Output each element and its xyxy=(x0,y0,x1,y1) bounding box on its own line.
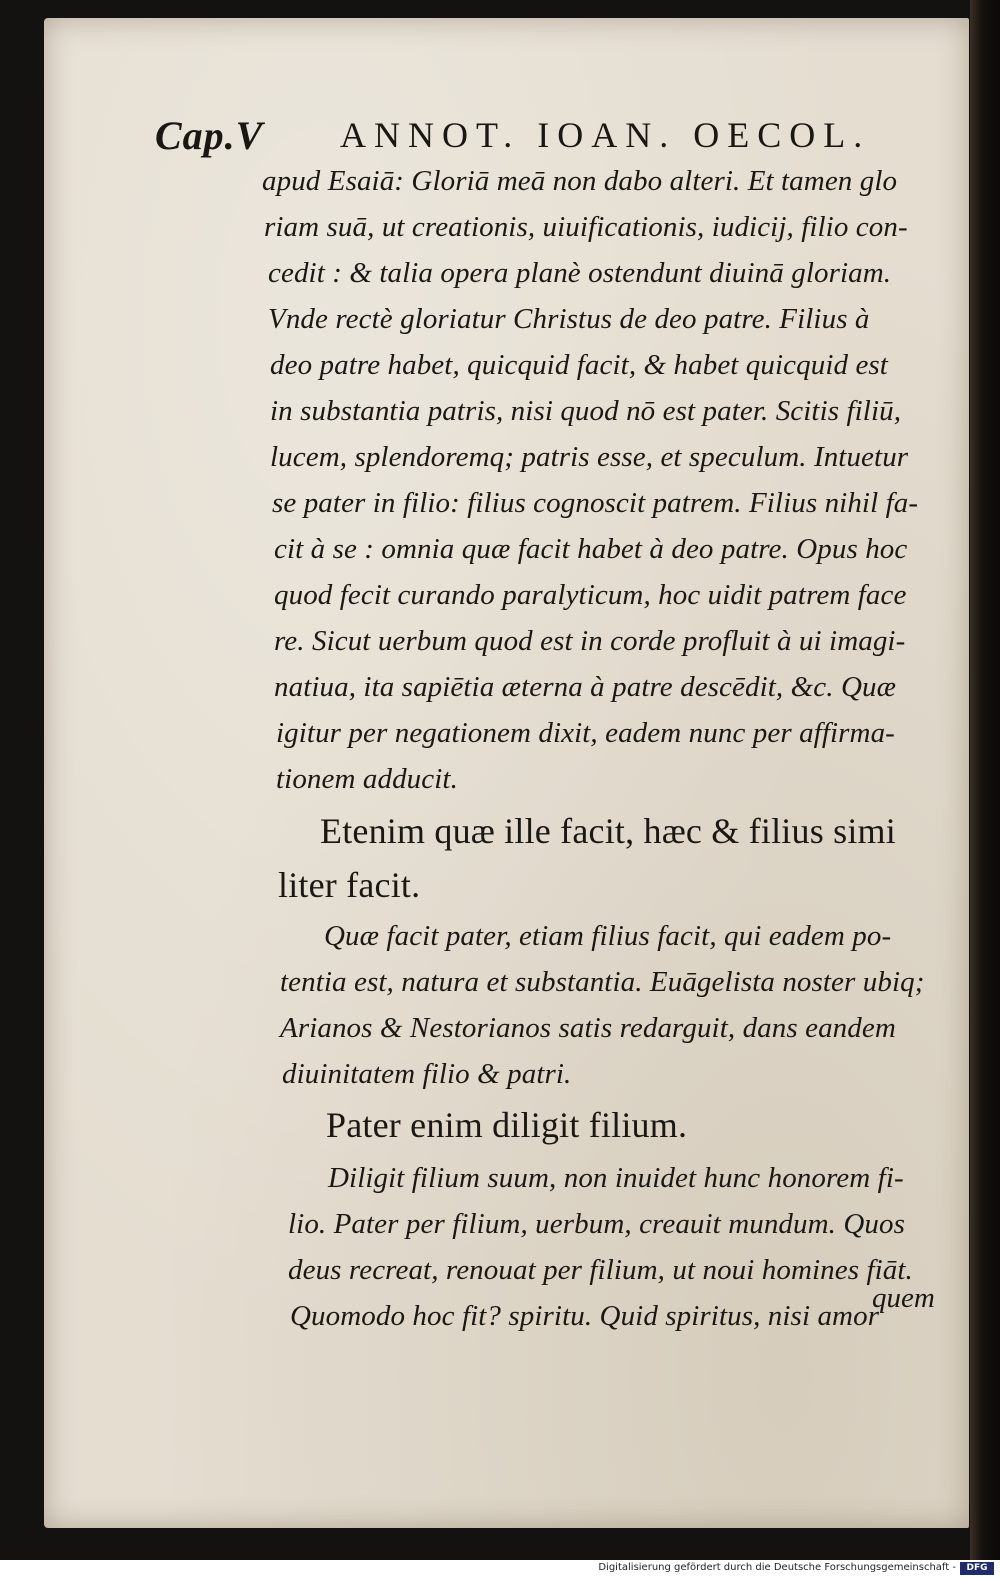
catchword: quem xyxy=(872,1282,935,1314)
scripture-lemma-line: liter facit. xyxy=(278,865,421,905)
scripture-lemma-line: Etenim quæ ille facit, hæc & filius simi xyxy=(320,811,896,851)
text-line: Vnde rectè gloriatur Christus de deo patre. Filius à xyxy=(268,303,870,335)
running-title: ANNOT. IOAN. OECOL. xyxy=(340,115,871,155)
text-line: tentia est, natura et substantia. Euāgelista noster ubiq; xyxy=(280,966,925,998)
text-line: lio. Pater per filium, uerbum, creauit mundum. Quos xyxy=(288,1208,906,1240)
text-line: deus recreat, renouat per filium, ut noui homines fiāt. xyxy=(288,1254,913,1286)
text-line: quod fecit curando paralyticum, hoc uidit patrem face xyxy=(274,579,907,611)
running-head xyxy=(155,112,875,164)
text-line: tionem adducit. xyxy=(276,763,458,795)
text-line: cedit : & talia opera planè ostendunt diuinā gloriam. xyxy=(268,257,892,289)
book-spine-shadow xyxy=(970,0,1000,1578)
dfg-logo-icon: DFG xyxy=(960,1562,994,1575)
text-line: apud Esaiā: Gloriā meā non dabo alteri. Et tamen glo xyxy=(262,165,898,197)
text-line: riam suā, ut creationis, uiuificationis, iudicij, filio con- xyxy=(264,211,908,243)
text-line: Quæ facit pater, etiam filius facit, qui eadem po- xyxy=(324,920,892,952)
funding-notice: Digitalisierung gefördert durch die Deutsche Forschungsgemeinschaft - xyxy=(598,1562,956,1573)
text-line: natiua, ita sapiētia æterna à patre descēdit, &c. Quæ xyxy=(274,671,897,703)
text-line: re. Sicut uerbum quod est in corde profluit à ui imagi- xyxy=(274,625,906,657)
text-line: cit à se : omnia quæ facit habet à deo patre. Opus hoc xyxy=(274,533,908,565)
text-line: diuinitatem filio & patri. xyxy=(282,1058,572,1090)
text-line: igitur per negationem dixit, eadem nunc per affirma- xyxy=(276,717,895,749)
text-line: Quomodo hoc fit? spiritu. Quid spiritus, nisi amor xyxy=(290,1300,880,1332)
text-line: se pater in filio: filius cognoscit patrem. Filius nihil fa- xyxy=(272,487,919,519)
footer-bar xyxy=(0,1560,1000,1578)
text-line: deo patre habet, quicquid facit, & habet quicquid est xyxy=(270,349,888,381)
text-line: in substantia patris, nisi quod nō est pater. Scitis filiū, xyxy=(270,395,902,427)
text-line: Diligit filium suum, non inuidet hunc honorem fi- xyxy=(328,1162,904,1194)
text-line: lucem, splendoremq; patris esse, et speculum. Intuetur xyxy=(270,441,909,473)
scripture-lemma-line: Pater enim diligit filium. xyxy=(326,1105,688,1145)
text-line: Arianos & Nestorianos satis redarguit, dans eandem xyxy=(280,1012,896,1044)
chapter-number: Cap.V xyxy=(155,113,264,158)
